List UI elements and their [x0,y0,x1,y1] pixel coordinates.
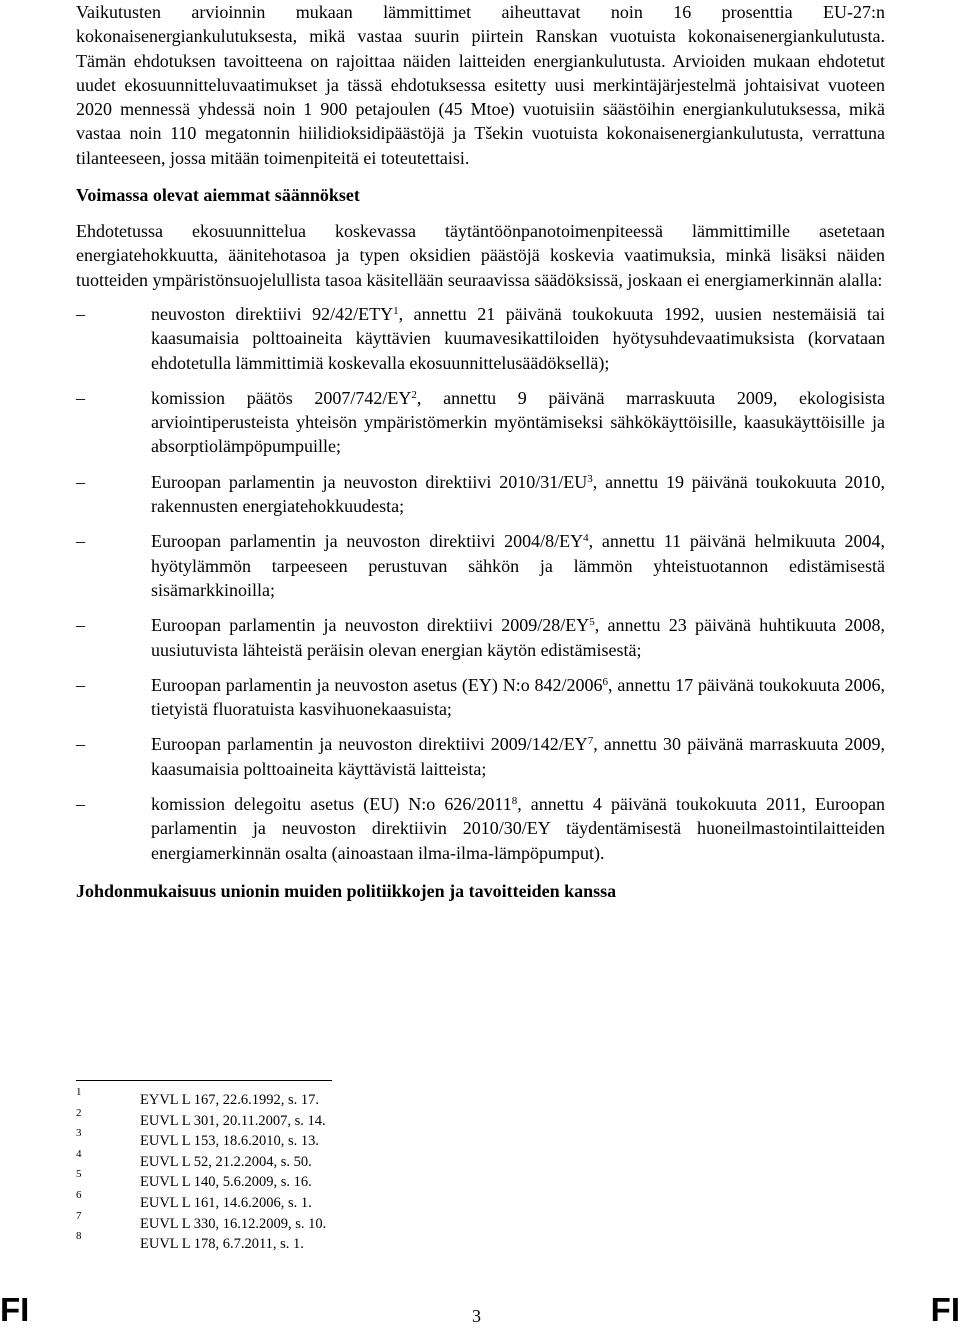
footnote-reference[interactable]: 2 [411,388,417,401]
footnote-reference[interactable]: 1 [393,304,399,317]
footnote-number: 7 [76,1209,82,1222]
list-dash: – [76,387,85,408]
legislation-list-item [76,732,885,781]
list-item-text-continued: , annettu 9 päivänä marraskuuta 2009, ekologisista arviointiperusteista yhteisön ympäristömerkin myöntämiseksi sähkökäyttöisille, kaasukäyttöisille ja absorptiolämpöpumpuille; [151,387,886,457]
legislation-list-item [76,613,885,662]
footnote [76,1209,576,1237]
footnote-text: EUVL L 161, 14.6.2006, s. 1. [140,1194,312,1211]
list-item-text: Euroopan parlamentin ja neuvoston direktiivi 2004/8/EY [151,531,584,552]
footnote-text: EUVL L 178, 6.7.2011, s. 1. [140,1236,304,1253]
footnote [76,1106,576,1134]
list-dash: – [76,303,85,324]
page-number: 3 [472,1306,481,1326]
footnote-number: 2 [76,1106,82,1119]
list-item-text: komission päätös 2007/742/EY [151,387,412,408]
section-heading-consistency: Johdonmukaisuus unionin muiden politiikkojen ja tavoitteiden kanssa [76,880,617,901]
list-item-text-continued: , annettu 30 päivänä marraskuuta 2009, kaasumaisia polttoaineita käyttävistä laitteista; [151,734,885,779]
footnote-number: 1 [76,1086,82,1098]
footnote-number: 8 [76,1230,82,1243]
footnote-number: 5 [76,1168,82,1181]
list-item-text: komission delegoitu asetus (EU) N:o 626/2011 [151,794,512,815]
footnote-reference[interactable]: 3 [587,472,593,485]
footnote-number: 6 [76,1188,82,1201]
list-dash: – [76,471,85,492]
list-item-text-continued: , annettu 17 päivänä toukokuuta 2006, tietyistä fluoratuista kasvihuonekaasuista; [151,674,885,720]
footnote [76,1230,576,1257]
list-item-text: Euroopan parlamentin ja neuvoston direktiivi 2009/142/EY [151,734,588,755]
legislation-list [76,302,885,865]
footnote-reference[interactable]: 6 [602,675,609,688]
footnote-reference[interactable]: 5 [589,616,595,629]
list-dash: – [76,734,85,755]
body-paragraph-impact: Vaikutusten arvioinnin mukaan lämmittimet aiheuttavat noin 16 prosenttia EU-27:n kokonaisenergiankulutuksesta, mikä vastaa suurin piirtein Ranskan vuotuista kokonaisenergiankulutusta. Tämän ehdotuksen tavoitteena on rajoittaa näiden laitteiden energiankulutusta. Arvioiden mukaan ehdotetut uudet ekosuunnitteluvaatimukset ja tässä ehdotuksessa esitetty uusi merkintäjärjestelmä johtaisivat vuoteen 2020 mennessä yhdessä noin 1 900 petajoulen (45 Mtoe) vuotuisiin säästöihin energiankulutuksessa, mikä vastaa noin 110 megatonnin hiilidioksidipäästöjä ja Tšekin vuotuista kokonaisenergiankulutusta, verrattuna tilanteeseen, jossa mitään toimenpiteitä ei toteutettaisi. [76,2,885,168]
footnote [76,1086,576,1113]
footnote-number: 4 [76,1147,82,1160]
legislation-list-item [76,302,885,375]
list-item-text-continued: , annettu 4 päivänä toukokuuta 2011, Euroopan parlamentin ja neuvoston direktiivin 2010/30/EY täydentämisestä huoneilmastointilaitteiden energiamerkinnän osalta (ainoastaan ilma-ilma-lämpöpumput). [151,794,885,863]
language-code-left: FI [0,1291,30,1328]
list-dash: – [76,531,85,552]
footnote-text: EUVL L 301, 20.11.2007, s. 14. [140,1112,326,1129]
list-dash: – [76,674,85,695]
footnote [76,1188,576,1216]
list-item-text-continued: , annettu 19 päivänä toukokuuta 2010, rakennusten energiatehokkuudesta; [151,471,885,517]
footnote [76,1127,576,1154]
list-item-text: Euroopan parlamentin ja neuvoston asetus (EY) N:o 842/2006 [151,674,603,695]
footnote-reference[interactable]: 7 [587,735,594,748]
footnote [76,1147,576,1175]
footnote-reference[interactable]: 4 [583,532,589,545]
list-dash: – [76,794,85,815]
footnotes [76,1086,576,1257]
list-dash: – [76,615,85,636]
footnote-reference[interactable]: 8 [511,795,518,808]
footnote-text: EUVL L 140, 5.6.2009, s. 16. [140,1174,312,1191]
footnote-number: 3 [76,1127,82,1140]
body-paragraph-provisions: Ehdotetussa ekosuunnittelua koskevassa täytäntöönpanotoimenpiteessä lämmittimille asetetaan energiatehokkuutta, äänitehotasoa ja typen oksidien päästöjä koskevia vaatimuksia, minkä lisäksi näiden tuotteiden ympäristönsuojelullista tasoa käsitellään seuraavissa säädöksissä, joskaan ei energiamerkinnän alalla: [76,221,885,290]
footnote-separator [76,1080,332,1081]
footnote-text: EYVL L 167, 22.6.1992, s. 17. [140,1092,319,1108]
footnote-text: EUVL L 153, 18.6.2010, s. 13. [140,1133,319,1150]
legislation-list-item [76,470,885,519]
legislation-list-item [76,792,885,865]
list-item-text-continued: , annettu 23 päivänä huhtikuuta 2008, uusiutuvista lähteistä peräisin olevan energian käytön edistämisestä; [151,615,885,660]
page-footer [0,1290,960,1330]
list-item-text-continued: , annettu 11 päivänä helmikuuta 2004, hyötylämmön tarpeeseen perustuvan sähkön ja lämmön yhteistuotannon edistämisestä sisämarkkinoilla; [151,531,885,600]
document-body [76,0,885,903]
legislation-list-item [76,386,885,459]
list-item-text: Euroopan parlamentin ja neuvoston direktiivi 2010/31/EU [151,471,588,492]
list-item-text: Euroopan parlamentin ja neuvoston direktiivi 2009/28/EY [151,615,590,636]
footnote-text: EUVL L 330, 16.12.2009, s. 10. [140,1215,327,1232]
legislation-list-item [76,673,885,722]
legislation-list-item [76,529,885,602]
list-item-text-continued: , annettu 21 päivänä toukokuuta 1992, uusien nestemäisiä tai kaasumaisia polttoaineita käyttävien kuumavesikattiloiden hyötysuhdevaatimuksista (korvataan ehdotetulla lämmittimiä koskevalla ekosuunnittelusäädöksellä); [151,303,885,373]
footnote [76,1168,576,1195]
language-code-right: FI [930,1291,960,1328]
footnote-text: EUVL L 52, 21.2.2004, s. 50. [140,1153,312,1170]
list-item-text: neuvoston direktiivi 92/42/ETY [151,303,394,324]
section-heading-existing-provisions: Voimassa olevat aiemmat säännökset [76,185,360,206]
